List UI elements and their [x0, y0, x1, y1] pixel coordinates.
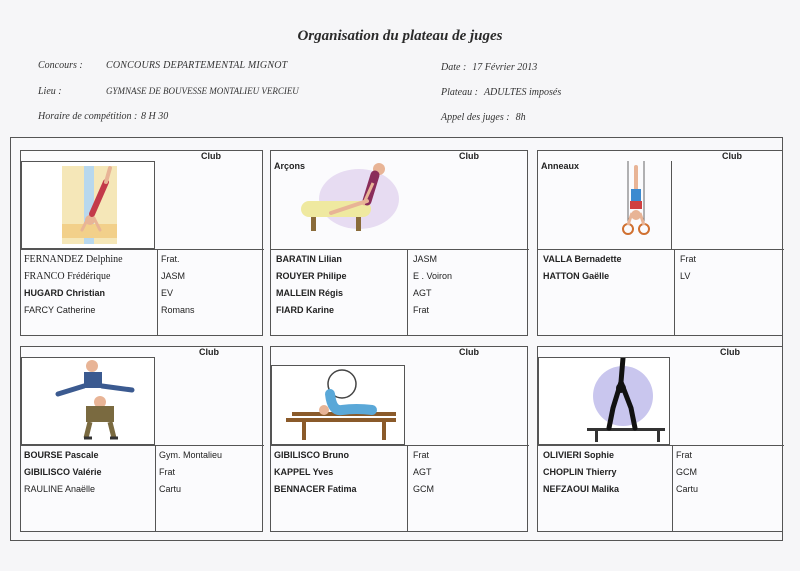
judge-name: FRANCO Frédérique [24, 271, 111, 282]
date-row [441, 62, 537, 73]
panel-arcons [270, 150, 528, 336]
judge-name: ROUYER Philipe [276, 271, 347, 281]
appel-row [441, 112, 526, 123]
judge-list [543, 447, 619, 498]
club-header: Club [459, 347, 479, 357]
club-header: Club [201, 151, 221, 161]
judge-name: BENNACER Fatima [274, 484, 357, 494]
judge-name: GIBILISCO Valérie [24, 467, 102, 477]
floor-gymnast-icon [21, 161, 155, 249]
judge-name: OLIVIERI Sophie [543, 450, 615, 460]
judge-club: Cartu [159, 484, 182, 494]
judge-club: Frat [159, 467, 176, 477]
club-list [161, 251, 195, 319]
apparatus-name: Arçons [274, 161, 306, 171]
club-header: Club [459, 151, 479, 161]
page-title: Organisation du plateau de juges [297, 28, 503, 44]
date-value: 17 Février 2013 [472, 62, 538, 73]
club-list [413, 251, 452, 319]
judge-name: HATTON Gaëlle [543, 271, 610, 281]
apparatus-name: Anneaux [541, 161, 580, 171]
judge-name: CHOPLIN Thierry [543, 467, 617, 477]
club-header: Club [720, 347, 740, 357]
judge-name: HUGARD Christian [24, 288, 106, 298]
pommel-horse-icon [271, 161, 407, 249]
club-list [159, 447, 222, 498]
judge-name: RAULINE Anaëlle [24, 484, 96, 494]
judge-club: LV [680, 271, 691, 281]
judge-club: Frat [413, 305, 430, 315]
judge-club: EV [161, 288, 174, 298]
club-header: Club [722, 151, 742, 161]
judge-club: Frat [413, 450, 430, 460]
judge-name: GIBILISCO Bruno [274, 450, 349, 460]
judge-club: AGT [413, 467, 432, 477]
appel-label: Appel des juges : [441, 112, 510, 123]
judge-name: FERNANDEZ Delphine [24, 254, 123, 265]
panel-anneaux [537, 150, 783, 336]
judge-club: AGT [413, 288, 432, 298]
lieu-value: GYMNASE DE BOUVESSE MONTALIEU VERCIEU [106, 86, 299, 96]
judge-list [543, 251, 622, 285]
judge-list [24, 251, 123, 319]
judge-club: Cartu [676, 484, 699, 494]
club-list [676, 447, 698, 498]
appel-value: 8h [515, 112, 526, 123]
club-list [413, 447, 434, 498]
horaire-value: 8 H 30 [141, 111, 169, 122]
plateau-label: Plateau : [441, 87, 478, 98]
judge-name: BARATIN Lilian [276, 254, 342, 264]
panel-paralleles [270, 346, 528, 532]
judge-club: E . Voiron [413, 271, 453, 281]
judge-list [276, 251, 347, 319]
judge-name: BOURSE Pascale [24, 450, 99, 460]
judge-club: Frat [680, 254, 697, 264]
judge-name: FIARD Karine [276, 305, 335, 315]
club-header: Club [199, 347, 219, 357]
panel-saut [20, 346, 263, 532]
judge-name: MALLEIN Régis [276, 288, 344, 298]
date-label: Date : [441, 62, 467, 73]
judge-club: JASM [413, 254, 438, 264]
panel-fixe [537, 346, 783, 532]
lieu-label: Lieu : [38, 86, 62, 97]
judge-club: Romans [161, 305, 195, 315]
club-list [680, 251, 696, 285]
judge-name: VALLA Bernadette [543, 254, 622, 264]
judge-list [274, 447, 357, 498]
judge-club: GCM [676, 467, 697, 477]
horaire-label: Horaire de compétition : [38, 111, 138, 122]
concours-value: CONCOURS DEPARTEMENTAL MIGNOT [106, 60, 288, 71]
concours-label: Concours : [38, 60, 83, 71]
concours-row [38, 60, 83, 71]
parallel-bars-icon [271, 365, 405, 445]
judge-name: FARCY Catherine [24, 305, 96, 315]
panel-sol [20, 150, 263, 336]
leapfrog-icon [21, 357, 155, 445]
judge-club: Frat. [161, 254, 180, 264]
plateau-value: ADULTES imposés [483, 87, 562, 98]
rings-gymnast-icon [538, 161, 672, 249]
high-bar-icon [538, 357, 670, 445]
judge-club: Frat [676, 450, 693, 460]
judge-name: NEFZAOUI Malika [543, 484, 620, 494]
judge-club: Gym. Montalieu [159, 450, 223, 460]
plateau-row [441, 87, 561, 98]
judge-name: KAPPEL Yves [274, 467, 334, 477]
judge-club: GCM [413, 484, 434, 494]
judge-list [24, 447, 102, 498]
judge-club: JASM [161, 271, 186, 281]
